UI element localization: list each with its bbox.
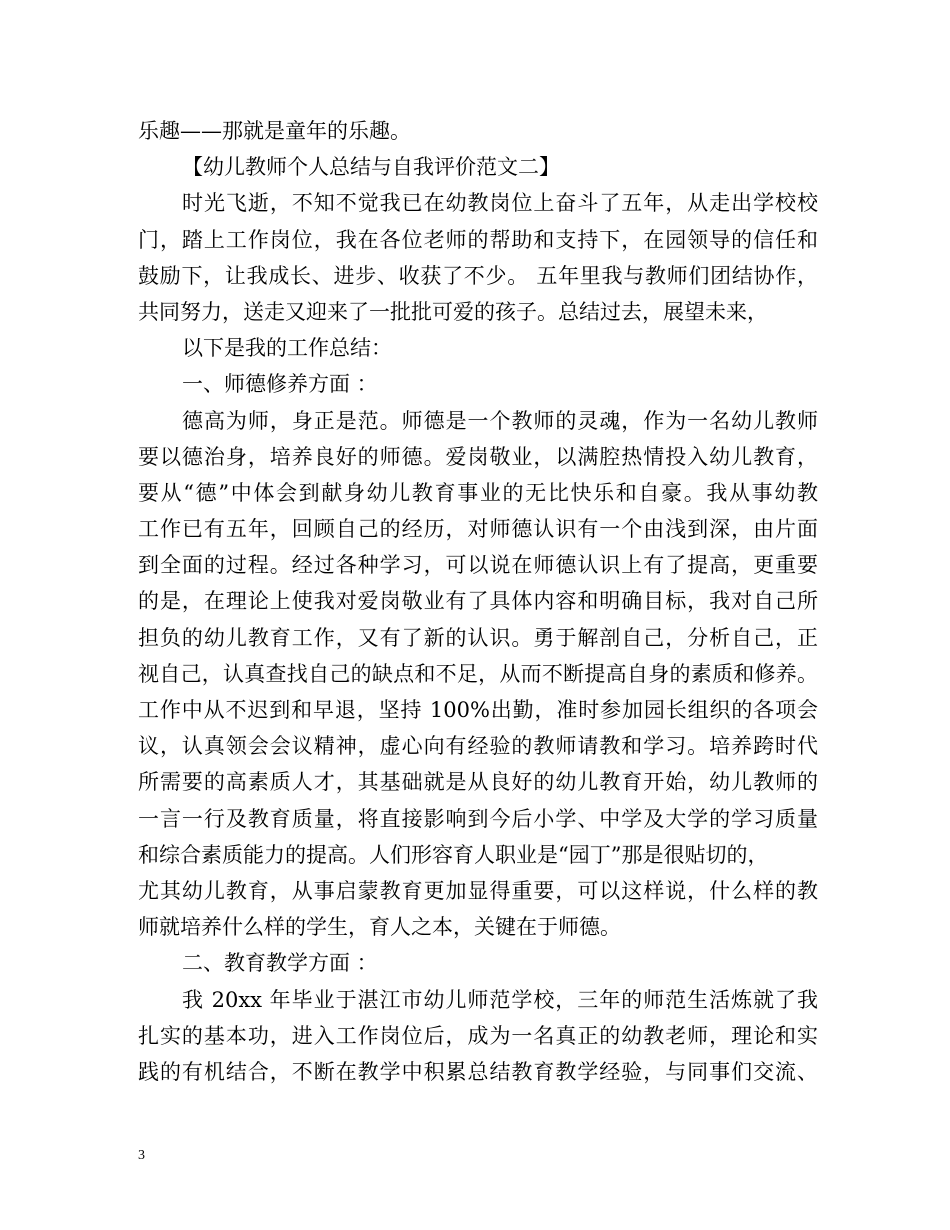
section-heading: 【幼儿教师个人总结与自我评价范文二】 [182, 155, 560, 180]
text-line: 担负的幼儿教育工作，又有了新的认识。勇于解剖自己，分析自己，正 [138, 625, 818, 650]
page-number: 3 [138, 1148, 145, 1163]
text-line: 以下是我的工作总结： [182, 336, 392, 361]
text-line: 师就培养什么样的学生，育人之本，关键在于师德。 [138, 915, 621, 940]
text-line: 门，踏上工作岗位，我在各位老师的帮助和支持下，在园领导的信任和 [138, 227, 818, 252]
text-line: 视自己，认真查找自己的缺点和不足，从而不断提高自身的素质和修养。 [138, 661, 818, 686]
text-line: 践的有机结合，不断在教学中积累总结教育教学经验，与同事们交流、 [138, 1059, 818, 1084]
text-line: 工作已有五年，回顾自己的经历，对师德认识有一个由浅到深，由片面 [138, 517, 818, 542]
text-line: 我 20xx 年毕业于湛江市幼儿师范学校，三年的师范生活炼就了我 [182, 987, 818, 1012]
text-line: 工作中从不迟到和早退，坚持 100%出勤，准时参加园长组织的各项会 [138, 698, 818, 722]
text-line: 共同努力，送走又迎来了一批批可爱的孩子。总结过去，展望未来， [138, 299, 768, 324]
text-line: 要以德治身，培养良好的师德。爱岗敬业，以满腔热情投入幼儿教育， [138, 444, 818, 469]
subsection-heading: 二、教育教学方面 ： [182, 951, 378, 976]
text-line: 时光飞逝，不知不觉我已在幼教岗位上奋斗了五年，从走出学校校 [182, 191, 818, 216]
text-line: 乐趣——那就是童年的乐趣。 [138, 119, 411, 143]
text-line: 一言一行及教育质量，将直接影响到今后小学、中学及大学的学习质量 [138, 806, 818, 831]
body-text [138, 113, 818, 1090]
text-line: 扎实的基本功，进入工作岗位后，成为一名真正的幼教老师，理论和实 [138, 1023, 818, 1048]
text-line: 尤其幼儿教育，从事启蒙教育更加显得重要，可以这样说，什么样的教 [138, 878, 818, 903]
text-line: 所需要的高素质人才，其基础就是从良好的幼儿教育开始，幼儿教师的 [138, 770, 818, 795]
text-line: 要从“德”中体会到献身幼儿教育事业的无比快乐和自豪。我从事幼教 [138, 480, 818, 505]
text-line: 的是，在理论上使我对爱岗敬业有了具体内容和明确目标，我对自己所 [138, 589, 818, 614]
text-line: 德高为师，身正是范。师德是一个教师的灵魂，作为一名幼儿教师 [182, 408, 818, 433]
text-line: 和综合素质能力的提高。人们形容育人职业是“园丁”那是很贴切的， [138, 842, 769, 867]
text-line: 到全面的过程。经过各种学习，可以说在师德认识上有了提高，更重要 [138, 553, 818, 578]
subsection-heading: 一、师德修养方面 ： [182, 372, 378, 397]
text-line: 鼓励下，让我成长、进步、收获了不少。 五年里我与教师们团结协作， [138, 263, 818, 288]
text-line: 议，认真领会会议精神，虚心向有经验的教师请教和学习。培养跨时代 [138, 734, 818, 759]
